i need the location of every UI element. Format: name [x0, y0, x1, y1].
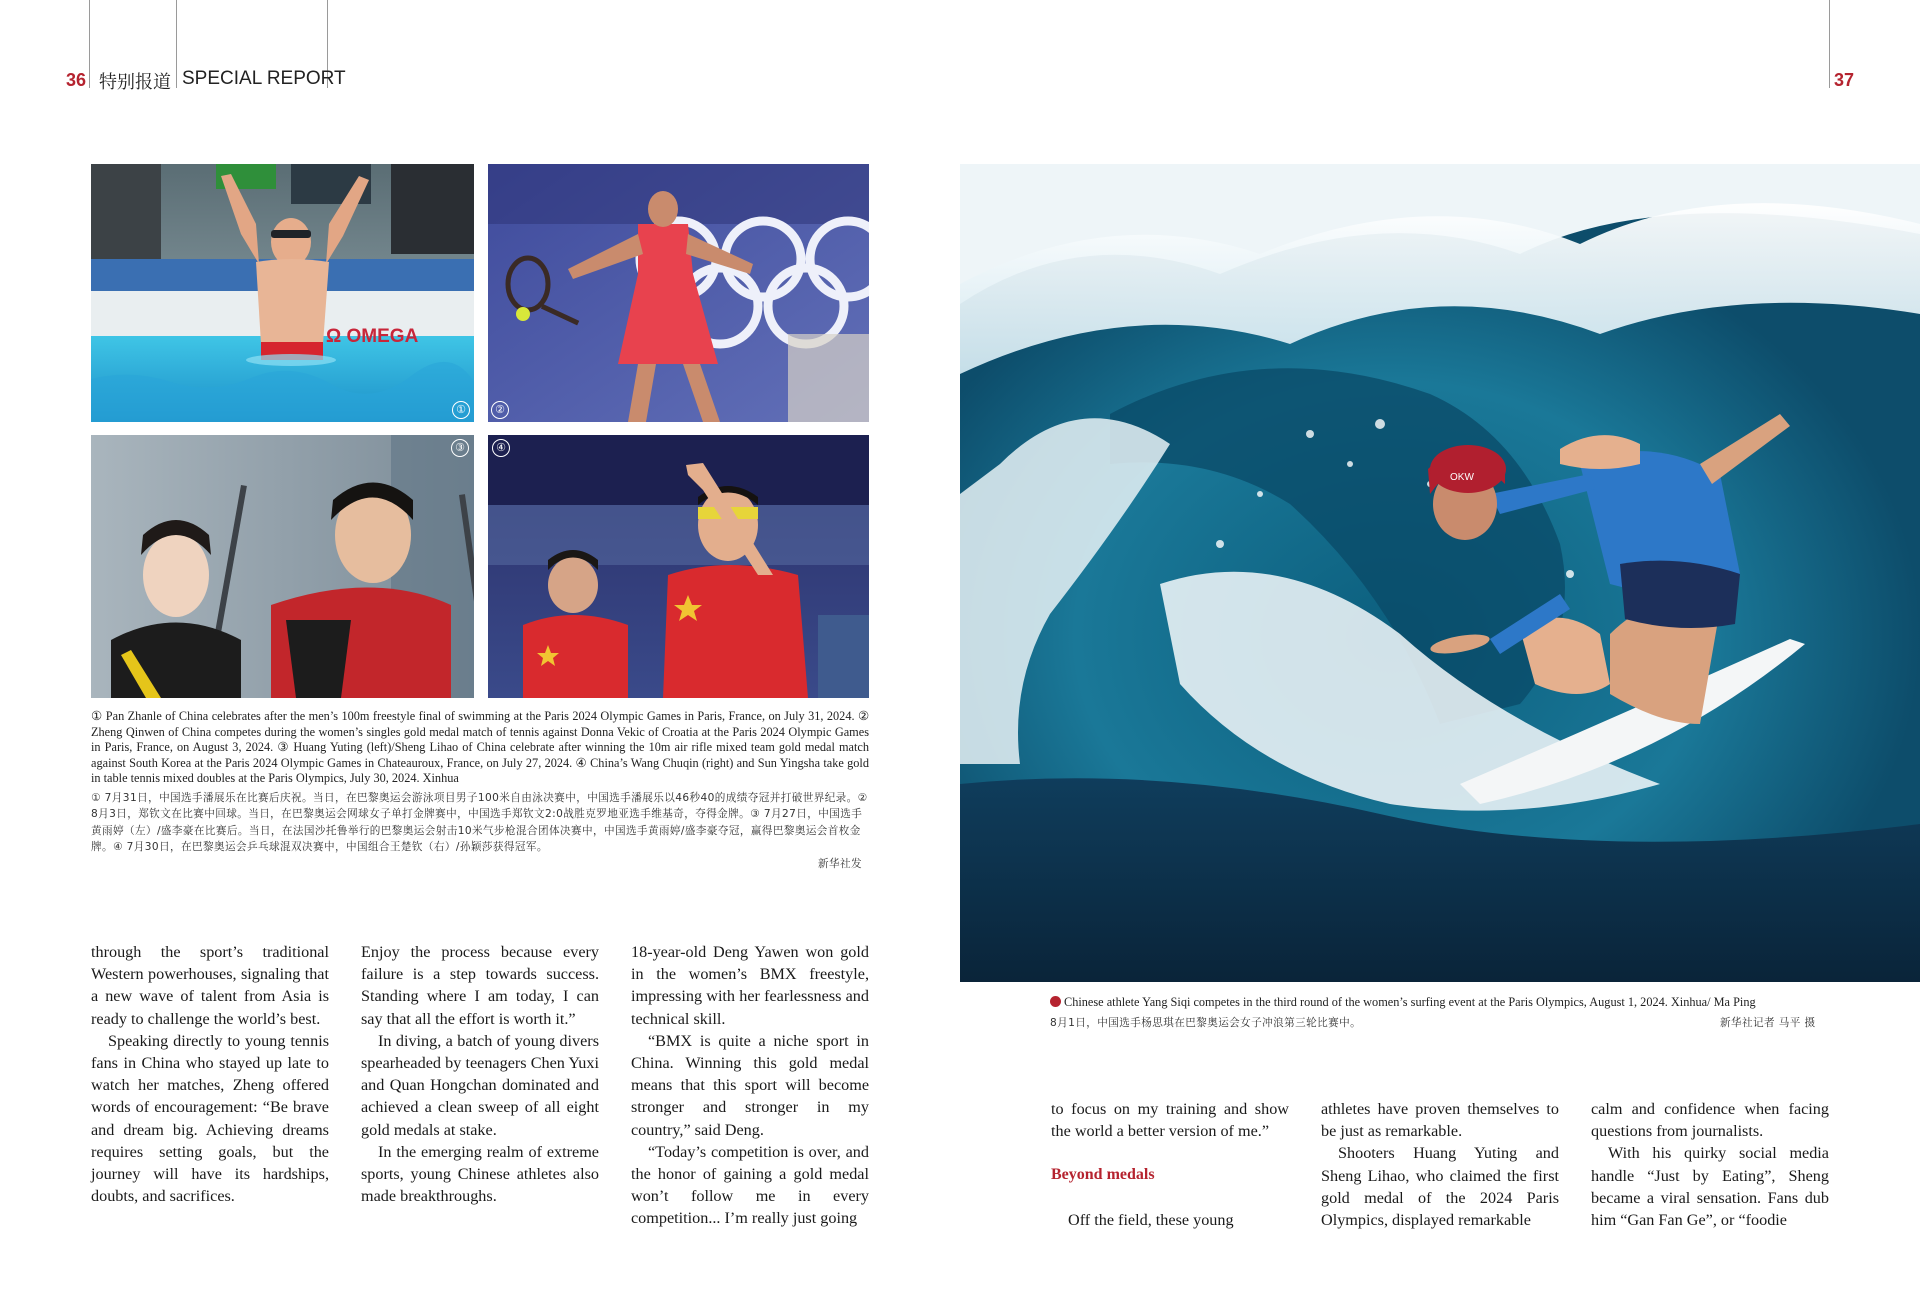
caption-right-credit: 新华社记者 马平 摄: [1720, 1017, 1816, 1029]
body-paragraph: Speaking directly to young tennis fans in China who stayed up late to watch her matches, Zheng offered words of encouragement: “Be brave and dream big. Achieving dreams requires setting goals, but the journey will have its hardships, doubts, and sacrifices.: [91, 1031, 329, 1206]
caption-left-zh: ① 7月31日，中国选手潘展乐在比赛后庆祝。当日，在巴黎奥运会游泳项目男子100米自由泳决赛中，中国选手潘展乐以46秒40的成绩夺冠并打破世界纪录。② 8月3日，郑钦文在比赛中回球。当日，在巴黎奥运会网球女子单打金牌赛中，中国选手郑钦文2:0战胜克罗地亚选手维基奇，夺得金牌。③ 7月27日，中国选手黄雨婷（左）/盛李豪在比赛后。当日，在法国沙托鲁举行的巴黎奥运会射击10米气步枪混合团体决赛中，中国选手黄雨婷/盛李豪夺冠，赢得巴黎奥运会首枚金牌。④ 7月30日，在巴黎奥运会乒乓球混双决赛中，中国组合王楚钦（右）/孙颖莎获得冠军。: [91, 792, 868, 854]
body-paragraph: In the emerging realm of extreme sports, young Chinese athletes also made breakthroughs.: [361, 1142, 599, 1206]
omega-logo: Ω OMEGA: [326, 326, 419, 347]
photo-3-badge: ③: [451, 439, 469, 457]
body-paragraph: “Today’s competition is over, and the honor of gaining a gold medal won’t follow me in every competition... I’m really just going: [631, 1142, 869, 1228]
photo-1-badge: ①: [452, 401, 470, 419]
body-paragraph: 18-year-old Deng Yawen won gold in the women’s BMX freestyle, impressing with her fearlessness and technical skill.: [631, 943, 869, 1028]
photo-4-badge: ④: [492, 439, 510, 457]
body-paragraph: Enjoy the process because every failure is a step towards success. Standing where I am today, I can say that all the effort is worth it.”: [361, 943, 599, 1028]
body-paragraph: “BMX is quite a niche sport in China. Winning this gold medal means that this sport will become stronger and stronger in my country,” said Deng.: [631, 1031, 869, 1139]
left-page-number: 36: [66, 70, 87, 90]
photo-surfer: [960, 164, 1920, 982]
body-left-col-2: [361, 941, 599, 1207]
caption-right-en-row: [1050, 994, 1870, 1010]
body-right-col-3: [1591, 1098, 1829, 1231]
body-paragraph: through the sport’s traditional Western powerhouses, signaling that a new wave of talent from Asia is ready to challenge the world’s best.: [91, 943, 329, 1028]
body-paragraph: to focus on my training and show the world a better version of me.”: [1051, 1100, 1289, 1141]
header-divider-right: [1829, 0, 1830, 88]
photo-shooters: [91, 435, 474, 698]
photo-swimmer: [91, 164, 474, 422]
body-right-col-2: [1321, 1098, 1559, 1231]
helmet-logo: OKW: [1450, 472, 1474, 483]
body-paragraph: athletes have proven themselves to be just as remarkable.: [1321, 1100, 1559, 1141]
header-divider-1: [89, 0, 90, 88]
subhead-beyond-medals: Beyond medals: [1051, 1166, 1155, 1184]
body-paragraph: Off the field, these young: [1068, 1210, 1234, 1229]
section-title-zh: 特别报道: [99, 72, 171, 93]
body-left-col-1: [91, 941, 329, 1207]
body-paragraph: In diving, a batch of young divers spearheaded by teenagers Chen Yuxi and Quan Hongchan dominated and achieved a clean sweep of all eight gold medals at stake.: [361, 1031, 599, 1139]
section-title-en: SPECIAL REPORT: [182, 68, 346, 89]
caption-right-en: Chinese athlete Yang Siqi competes in the third round of the women’s surfing event at the Paris Olympics, August 1, 2024. Xinhua/ Ma Ping: [1064, 995, 1756, 1009]
body-paragraph: Shooters Huang Yuting and Sheng Lihao, who claimed the first gold medal of the 2024 Paris Olympics, displayed remarkable: [1321, 1144, 1559, 1230]
body-left-col-3: [631, 941, 869, 1230]
caption-right-zh: 8月1日，中国选手杨思琪在巴黎奥运会女子冲浪第三轮比赛中。: [1050, 1017, 1362, 1029]
body-paragraph: calm and confidence when facing questions from journalists.: [1591, 1100, 1829, 1141]
header-divider-2: [176, 0, 177, 88]
body-right-col-1: [1051, 1098, 1289, 1231]
caption-left-credit: 新华社发: [818, 858, 862, 870]
photo-table-tennis: [488, 435, 869, 698]
caption-left-en: ① Pan Zhanle of China celebrates after the men’s 100m freestyle final of swimming at the Paris 2024 Olympic Games in Paris, France, on July 31, 2024. ② Zheng Qinwen of China competes during the women’s singles gold medal match of tennis against Donna Vekic of Croatia at the Paris 2024 Olympic Games in Paris, France, on August 3, 2024. ③ Huang Yuting (left)/Sheng Lihao of China celebrate after winning the 10m air rifle mixed team gold medal match against South Korea at the Paris 2024 Olympic Games in Chateauroux, France, on July 27, 2024. ④ China’s Wang Chuqin (right) and Sun Yingsha take gold in table tennis mixed doubles at the Paris Olympics, July 30, 2024. Xinhua: [91, 709, 869, 786]
photo-2-badge: ②: [491, 401, 509, 419]
photo-tennis: [488, 164, 869, 422]
camera-icon: [1050, 996, 1061, 1007]
body-paragraph: With his quirky social media handle “Just by Eating”, Sheng became a viral sensation. Fans dub him “Gan Fan Ge”, or “foodie: [1591, 1144, 1829, 1230]
right-page-number: 37: [1834, 70, 1855, 90]
